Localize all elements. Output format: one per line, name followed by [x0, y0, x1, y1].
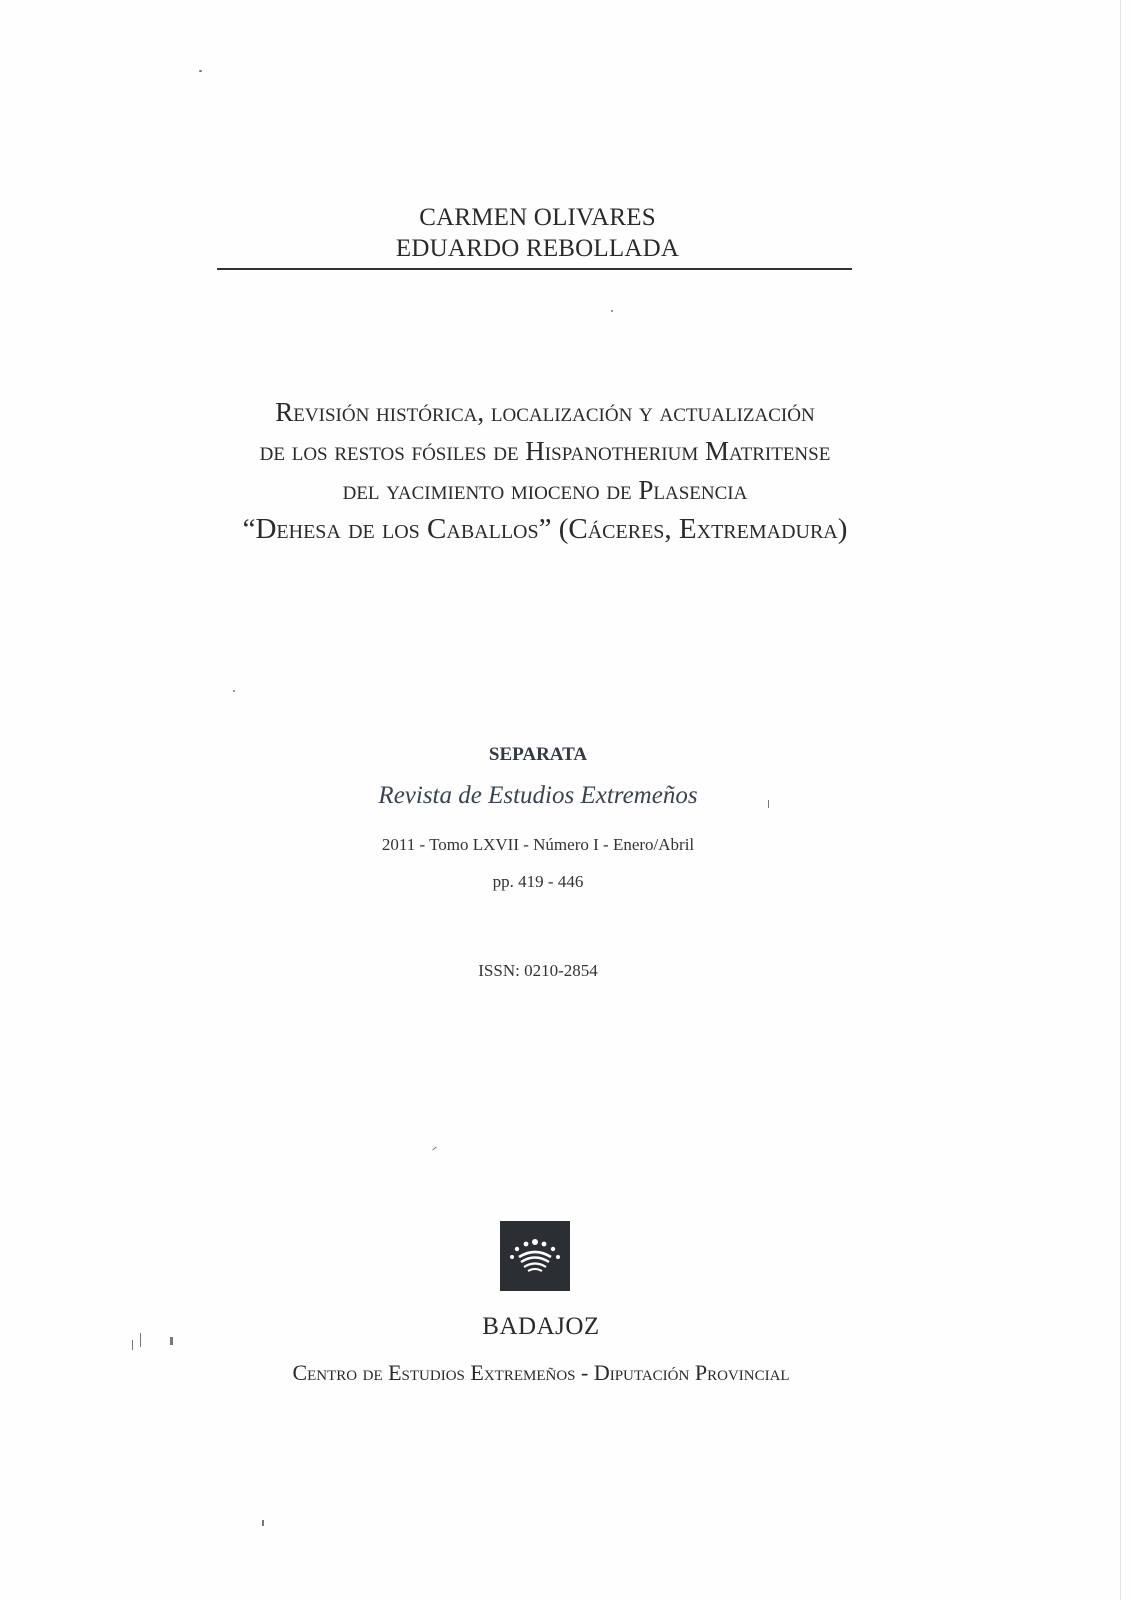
- scan-speck: [199, 70, 202, 72]
- scan-speck: [233, 690, 235, 692]
- article-title: [0, 393, 1090, 549]
- separata-label: SEPARATA: [488, 744, 588, 765]
- journal-name: Revista de Estudios Extremeños: [378, 782, 698, 809]
- scan-speck: [611, 310, 613, 312]
- authors-divider: [217, 268, 852, 270]
- issn: ISSN: 0210-2854: [478, 961, 598, 980]
- title-line: del yacimiento mioceno de Plasencia: [342, 475, 748, 505]
- diputacion-crown-emblem-icon: [500, 1221, 570, 1291]
- author-name: CARMEN OLIVARES: [419, 204, 656, 231]
- scan-speck: [170, 1337, 173, 1345]
- scan-edge-line: [1120, 0, 1121, 1600]
- issue-info: 2011 - Tomo LXVII - Número I - Enero/Abril: [381, 835, 695, 854]
- title-line: Revisión histórica, localización y actualización: [275, 397, 815, 427]
- scan-speck: [768, 800, 769, 808]
- scan-speck: [132, 1340, 133, 1350]
- page-range: pp. 419 - 446: [492, 872, 584, 891]
- title-line: “Dehesa de los Caballos” (Cáceres, Extremadura): [242, 513, 848, 545]
- scan-speck: [140, 1333, 141, 1347]
- authors-block: [0, 202, 1075, 264]
- publisher: Centro de Estudios Extremeños - Diputación Provincial: [292, 1360, 790, 1385]
- author-name: EDUARDO REBOLLADA: [395, 235, 680, 262]
- scan-speck: [432, 1147, 436, 1151]
- scan-speck: [262, 1520, 264, 1526]
- city: BADAJOZ: [482, 1313, 600, 1340]
- title-line: de los restos fósiles de Hispanotherium Matritense: [259, 436, 831, 466]
